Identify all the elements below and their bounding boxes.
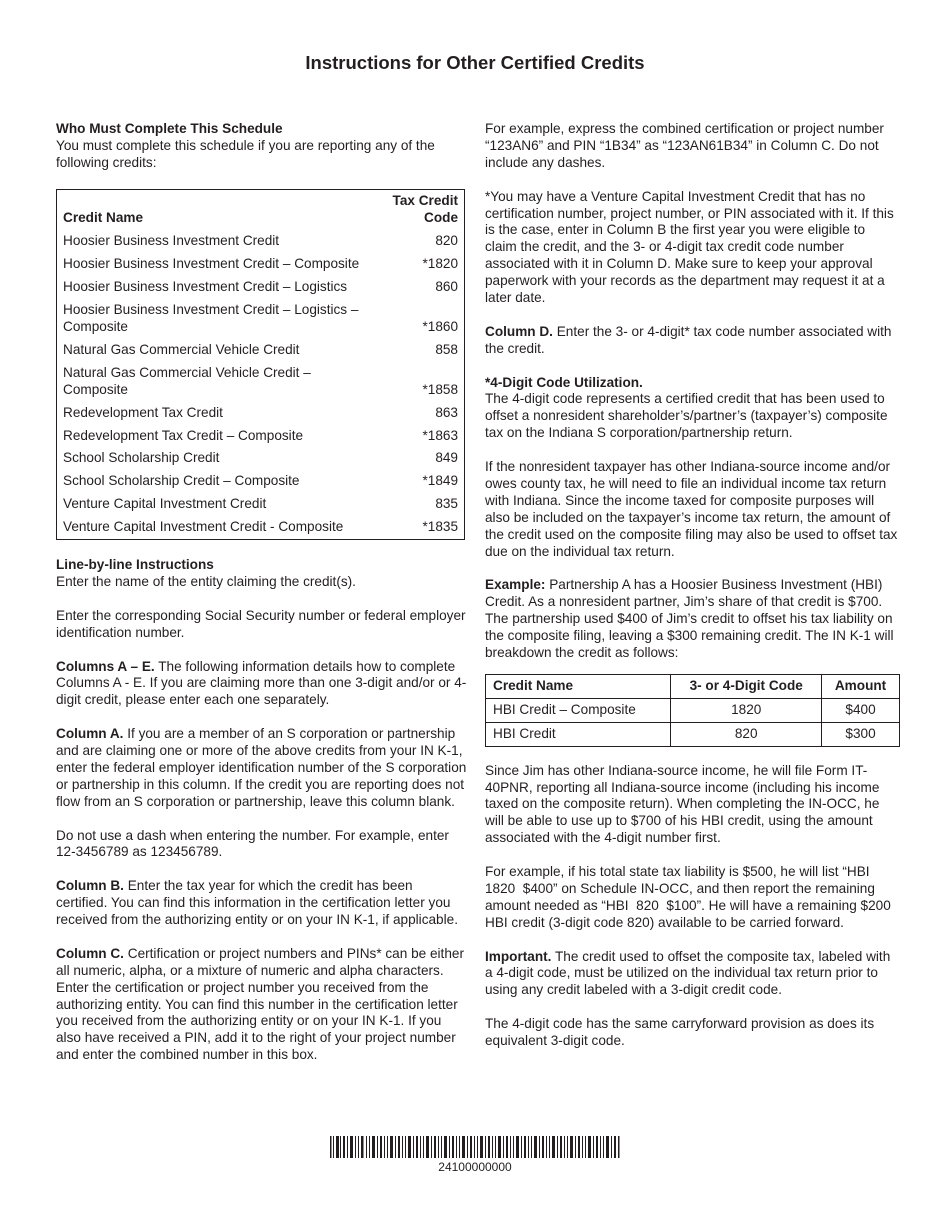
four-digit-text: The 4-digit code represents a certified credit that has been used to offset a nonresident shareholder’s/partner’s (taxpayer’s) composite tax on the Indiana S corporation/partnership return. [485, 391, 888, 441]
credit-name-cell: Hoosier Business Investment Credit – Composite [63, 256, 360, 272]
page-title: Instructions for Other Certified Credits [305, 52, 645, 73]
table-row [57, 493, 465, 516]
column-d-paragraph [485, 324, 900, 358]
important-label: Important. [485, 948, 552, 964]
who-must-complete-heading: Who Must Complete This Schedule [56, 121, 283, 136]
example-code-cell: 820 [671, 722, 822, 746]
credit-name-cell: Natural Gas Commercial Vehicle Credit [63, 341, 300, 357]
important-paragraph [485, 949, 900, 1000]
dash-paragraph: Do not use a dash when entering the number. For example, enter 12-3456789 as 123456789. [56, 827, 449, 860]
column-b-text: Enter the tax year for which the credit has been certified. You can find this information in the certification letter you received from the authorizing entity or on your IN K-1, if applicable. [56, 878, 458, 928]
table-row [57, 362, 465, 402]
credit-code-cell: *1860 [422, 319, 458, 335]
right-column [485, 121, 900, 1067]
credit-name-cell: Hoosier Business Investment Credit [63, 233, 280, 249]
column-b-paragraph [56, 878, 467, 929]
column-a-label: Column A. [56, 726, 124, 742]
tax-credit-code-header [382, 189, 465, 230]
for-example-paragraph: For example, if his total state tax liability is $500, he will list “HBI 1820 $400” on Schedule IN-OCC, and then report the remaining amount needed as “HBI 820 $100”. He will have a remaining $200 HBI credit (3-digit code 820) available to be carried forward. [485, 864, 895, 930]
example-body: Partnership A has a Hoosier Business Investment (HBI) Credit. As a nonresident partner, Jim’s share of that credit is $700. The partnership used $400 of Jim’s credit to offset his tax liability on the composite filing, leaving a $300 remaining credit. The IN K-1 will breakdown the credit as follows: [485, 577, 894, 661]
four-digit-heading: *4-Digit Code Utilization. [485, 374, 643, 390]
example-credit-name-cell: HBI Credit [486, 722, 671, 746]
credit-code-cell: 863 [435, 404, 458, 420]
credit-name-cell: Venture Capital Investment Credit [63, 496, 267, 512]
tax-credit-code-header-line1: Tax Credit [392, 192, 458, 208]
column-a-text: If you are a member of an S corporation or partnership and are claiming one or more of the above credits from your IN K-1, enter the federal employer identification number of the S corporation or partnership in this column. If the credit you are reporting does not flow from an S corporation or partnership, leave this column blank. [56, 726, 467, 809]
table-row [57, 276, 465, 299]
credit-code-cell: *1863 [422, 427, 458, 443]
columns-a-e-label: Columns A – E. [56, 658, 155, 674]
combined-number-example: For example, express the combined certification or project number “123AN6” and PIN “1B34” as “123AN61B34” in Column C. Do not include any dashes. [485, 121, 884, 170]
credit-name-cell: Redevelopment Tax Credit [63, 404, 223, 420]
barcode-bars [330, 1136, 620, 1158]
credit-code-cell: *1858 [422, 381, 458, 397]
line-by-line-heading: Line-by-line Instructions [56, 557, 214, 573]
since-jim-paragraph: Since Jim has other Indiana-source income, he will file Form IT-40PNR, reporting all Indiana-source income (including his income taxed on the composite return). When completing the IN-OCC, he will be able to use up to $700 of his HBI credit, using the amount associated with the 4-digit number first. [485, 762, 880, 846]
table-row [57, 230, 465, 253]
carryforward-paragraph: The 4-digit code has the same carryforward provision as does its equivalent 3-digit code. [485, 1016, 875, 1049]
barcode [330, 1136, 620, 1158]
barcode-number: 24100000000 [438, 1160, 512, 1174]
example-amount-cell: $400 [822, 698, 900, 722]
credit-code-cell: 858 [435, 341, 458, 357]
column-c-label: Column C. [56, 945, 124, 961]
credit-name-cell: Redevelopment Tax Credit – Composite [63, 427, 304, 443]
credit-name-cell: School Scholarship Credit [63, 450, 220, 466]
credit-code-cell: 835 [435, 496, 458, 512]
credit-name-cell: Venture Capital Investment Credit - Composite [63, 519, 344, 535]
table-row [57, 516, 465, 539]
left-column [56, 121, 467, 1081]
credit-code-cell: *1849 [422, 473, 458, 489]
credits-table [56, 189, 465, 541]
credit-code-cell: 849 [435, 450, 458, 466]
tax-credit-code-header-line2: Code [424, 209, 458, 225]
credit-name-cell: School Scholarship Credit – Composite [63, 473, 300, 489]
table-row [57, 402, 465, 425]
columns-a-e-paragraph [56, 659, 467, 710]
column-d-label: Column D. [485, 323, 553, 339]
table-row [57, 470, 465, 493]
columns-a-e-text: The following information details how to complete Columns A - E. If you are claiming more than one 3-digit and/or or 4-digit credit, please enter each one separately. [56, 658, 467, 708]
table-row [57, 447, 465, 470]
example-credit-name-cell: HBI Credit – Composite [486, 698, 671, 722]
credit-name-cell: Natural Gas Commercial Vehicle Credit – Composite [63, 364, 311, 397]
example-paragraph [485, 577, 900, 662]
credit-name-header: Credit Name [63, 209, 144, 225]
column-c-text: Certification or project numbers and PINs* can be either all numeric, alpha, or a mixture of numeric and alpha characters. Enter the certification or project number you received from the authorizing entity. You can find this number in the certification letter you received from the authorizing entity or on your IN K-1. If you also have received a PIN, add it to the right of your project number and enter the combined number in this box. [56, 945, 464, 1063]
line-by-line-text-ssn: Enter the corresponding Social Security number or federal employer identification number. [56, 607, 466, 640]
table-row [57, 299, 465, 339]
column-b-label: Column B. [56, 878, 124, 894]
example-label: Example: [485, 577, 546, 593]
table-row [486, 722, 900, 746]
credit-name-cell: Hoosier Business Investment Credit – Logistics – Composite [63, 302, 359, 335]
example-amount-header: Amount [822, 674, 900, 698]
table-row [57, 425, 465, 448]
venture-capital-note: *You may have a Venture Capital Investment Credit that has no certification number, project number, or PIN associated with it. If this is the case, enter in Column B the first year you were eligible to claim the credit, and the 3- or 4-digit tax credit code number associated with it in Column D. Make sure to keep your approval paperwork with your records as the department may request it at a later date. [485, 188, 894, 306]
credit-name-cell: Hoosier Business Investment Credit – Logistics [63, 279, 348, 295]
example-code-cell: 1820 [671, 698, 822, 722]
table-row [486, 698, 900, 722]
column-d-text: Enter the 3- or 4-digit* tax code number associated with the credit. [485, 323, 892, 356]
credit-code-cell: 860 [435, 279, 458, 295]
example-amount-cell: $300 [822, 722, 900, 746]
example-credit-name-header: Credit Name [486, 674, 671, 698]
example-code-header: 3- or 4-Digit Code [671, 674, 822, 698]
who-must-complete-text: You must complete this schedule if you are reporting any of the following credits: [56, 137, 435, 170]
credit-code-cell: 820 [435, 233, 458, 249]
column-a-paragraph [56, 726, 467, 811]
column-c-paragraph [56, 946, 467, 1064]
table-row [57, 253, 465, 276]
example-table [485, 674, 900, 747]
table-row [57, 339, 465, 362]
line-by-line-text-entity: Enter the name of the entity claiming the credit(s). [56, 574, 356, 590]
credit-code-cell: *1835 [422, 519, 458, 535]
nonresident-paragraph: If the nonresident taxpayer has other Indiana-source income and/or owes county tax, he will need to file an individual income tax return with Indiana. Since the income taxed for composite purposes will also be included on the taxpayer’s income tax return, the amount of the credit used on the composite filing may also be used to offset tax due on the individual tax return. [485, 459, 898, 559]
important-text: The credit used to offset the composite tax, labeled with a 4-digit code, must be utilized on the individual tax return prior to using any credit labeled with a 3-digit credit code. [485, 948, 891, 998]
credit-code-cell: *1820 [422, 256, 458, 272]
